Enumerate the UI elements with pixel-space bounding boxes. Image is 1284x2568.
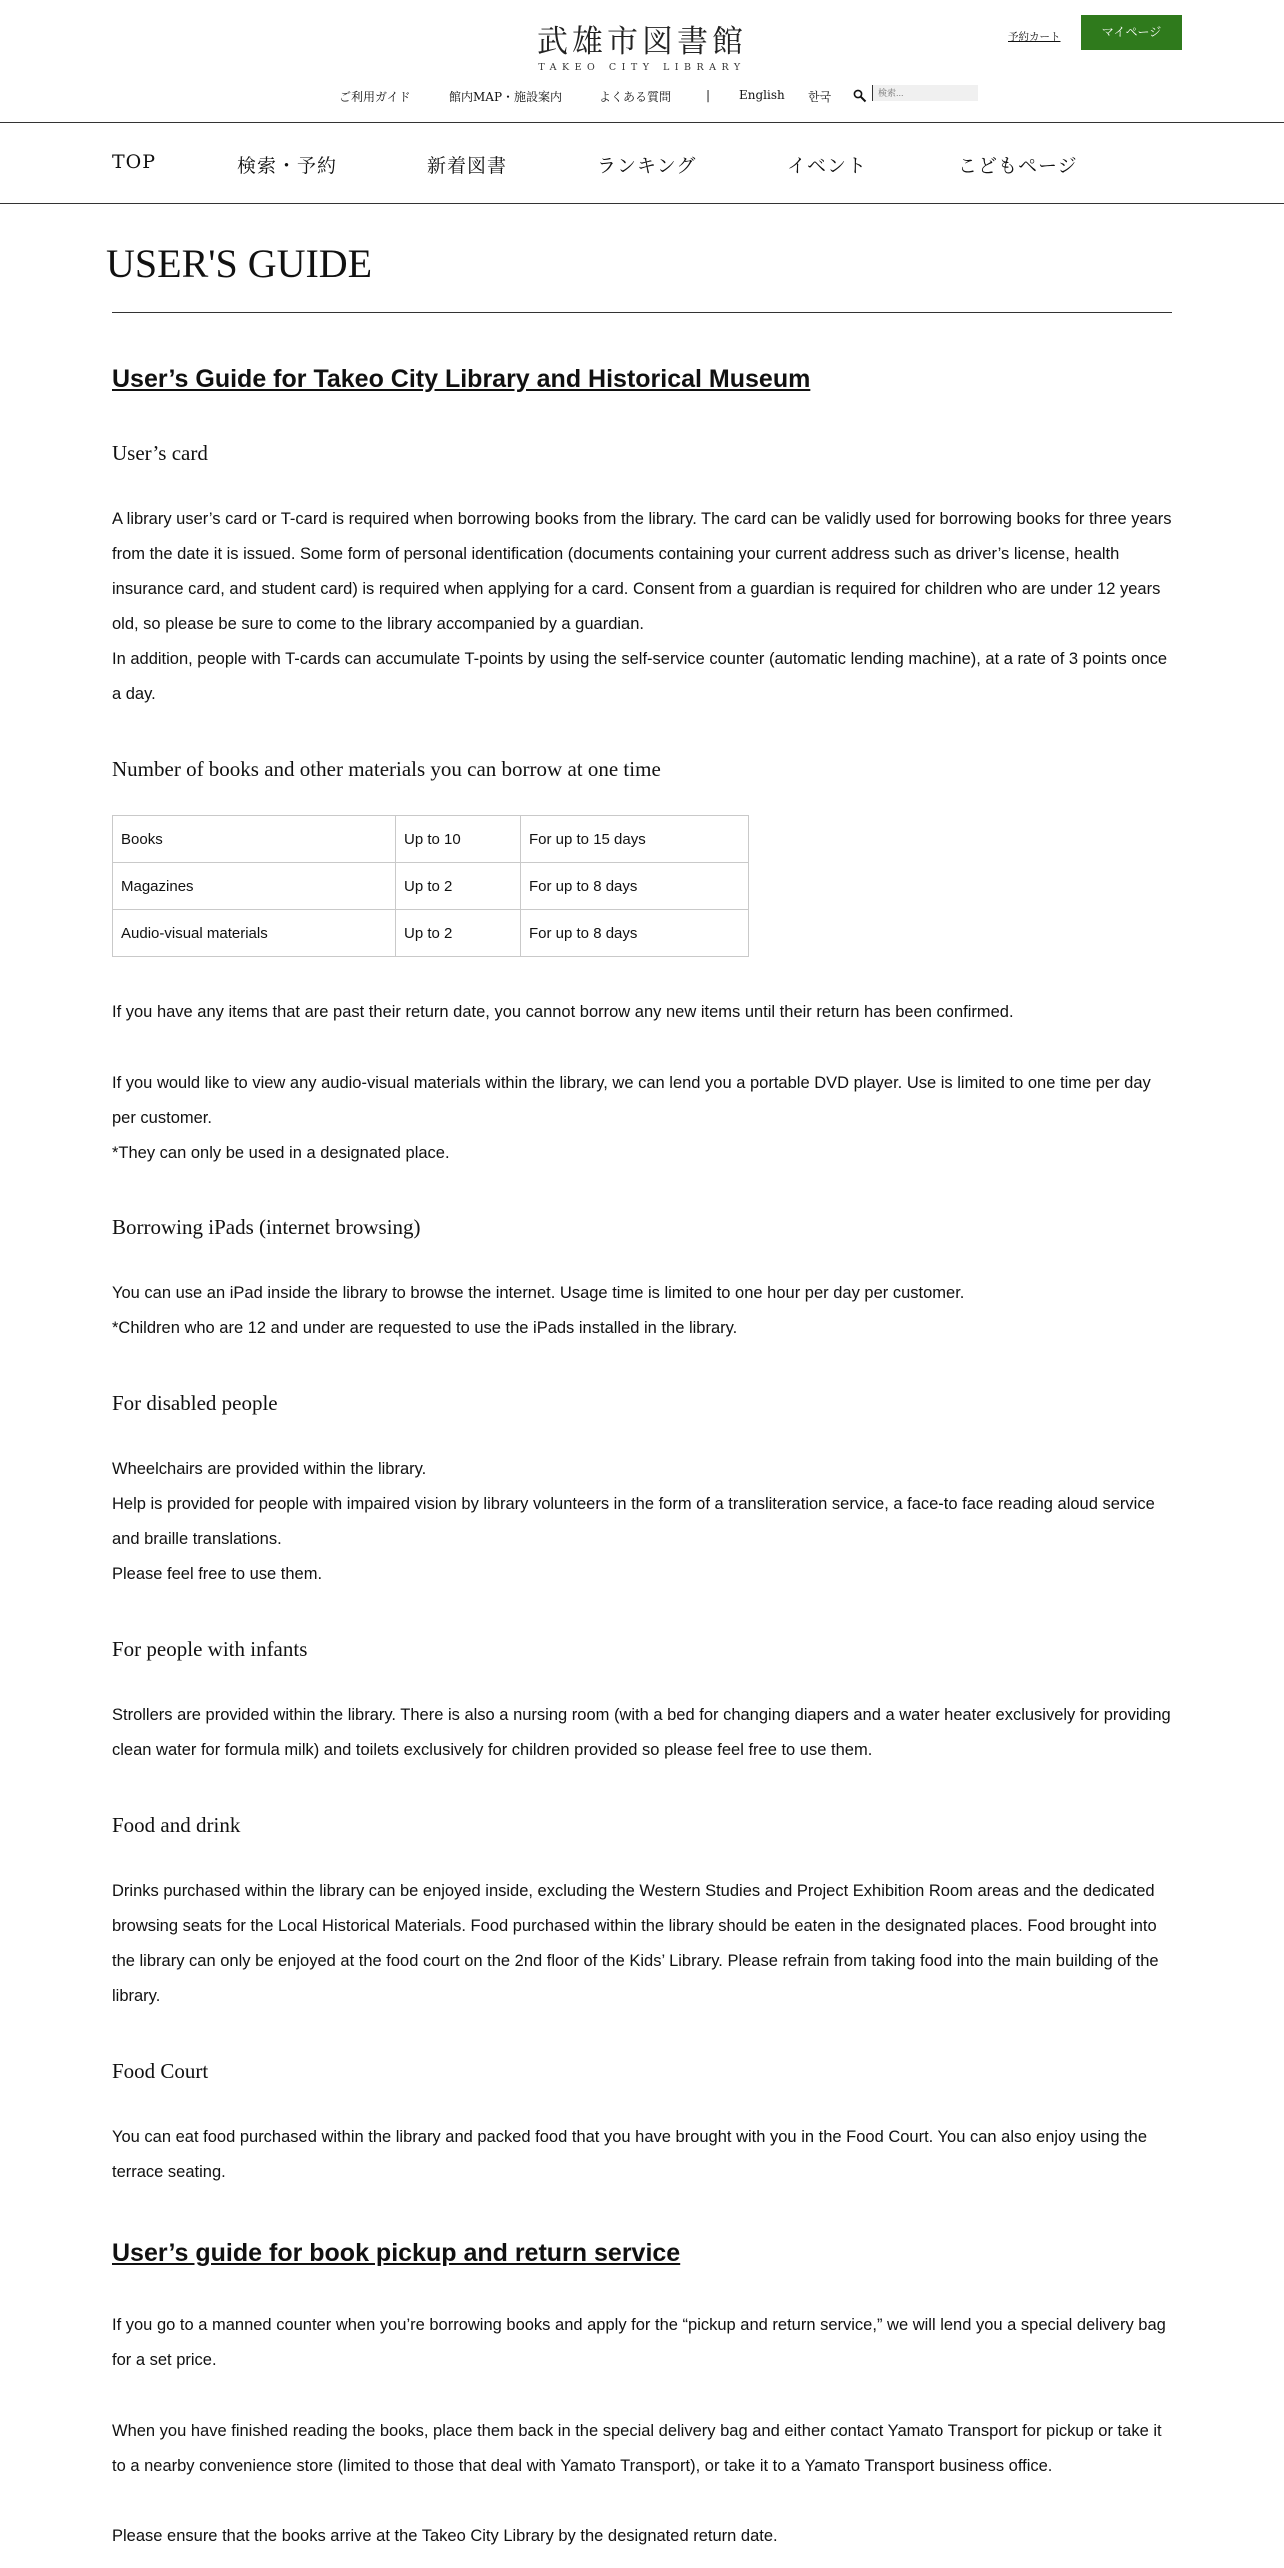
- mypage-button[interactable]: マイページ: [1081, 15, 1182, 50]
- page-title: USER'S GUIDE: [106, 241, 373, 286]
- disabled-para-2: Help is provided for people with impaired vision by library volunteers in the form of a transliteration service, a face-to face reading aloud service and braille translations.: [112, 1495, 1155, 1548]
- borrow-limits-table: [112, 815, 749, 957]
- borrow-note-overdue: If you have any items that are past their return date, you cannot borrow any new items until their return has been confirmed.: [112, 1003, 1014, 1021]
- logo-english: TAKEO CITY LIBRARY: [538, 62, 746, 73]
- heading-food-court: Food Court: [112, 2059, 209, 2083]
- table-cell: For up to 15 days: [521, 816, 749, 863]
- utility-nav: [0, 88, 1284, 108]
- site-header: [0, 0, 1284, 123]
- heading-ipads: Borrowing iPads (internet browsing): [112, 1215, 421, 1239]
- disabled-para-1: Wheelchairs are provided within the library.: [112, 1460, 427, 1478]
- utility-nav-korean[interactable]: 한국: [808, 90, 832, 104]
- logo-japanese: 武雄市図書館: [537, 24, 747, 60]
- table-cell: Audio-visual materials: [113, 910, 396, 957]
- heading-food-drink: Food and drink: [112, 1813, 241, 1837]
- infants-para-1: Strollers are provided within the library. There is also a nursing room (with a bed for changing diapers and a water heater exclusively for providing clean water for formula milk) and toilets exclusively for children provided so please feel free to use them.: [112, 1706, 1171, 1759]
- food-para-1: Drinks purchased within the library can be enjoyed inside, excluding the Western Studies and Project Exhibition Room areas and the dedicated browsing seats for the Local Historical Materials. Food purchased within the library should be eaten in the designated places. Food brought into the library can only be enjoyed at the food court on the 2nd floor of the Kids’ Library. Please refrain from taking food into the main building of the library.: [112, 1882, 1159, 2005]
- search-input[interactable]: [872, 85, 978, 101]
- table-cell: Up to 2: [396, 863, 521, 910]
- table-cell: Up to 2: [396, 910, 521, 957]
- food-court-para-1: You can eat food purchased within the library and packed food that you have brought with you in the Food Court. You can also enjoy using the terrace seating.: [112, 2128, 1148, 2181]
- heading-borrow-limits: Number of books and other materials you can borrow at one time: [112, 757, 661, 781]
- table-row: [113, 910, 749, 957]
- section-heading-pickup-return: User’s guide for book pickup and return service: [112, 2239, 681, 2267]
- table-cell: Books: [113, 816, 396, 863]
- table-cell: For up to 8 days: [521, 863, 749, 910]
- section-heading-library-guide: User’s Guide for Takeo City Library and Historical Museum: [112, 365, 811, 393]
- ipads-para-1: You can use an iPad inside the library to browse the internet. Usage time is limited to one hour per day per customer.: [112, 1284, 965, 1302]
- borrow-note-designated: *They can only be used in a designated place.: [112, 1144, 450, 1162]
- heading-infants: For people with infants: [112, 1637, 308, 1661]
- pickup-para-1: If you go to a manned counter when you’re borrowing books and apply for the “pickup and return service,” we will lend you a special delivery bag for a set price.: [112, 2316, 1166, 2369]
- main-nav-top[interactable]: TOP: [112, 151, 157, 173]
- pickup-para-2: When you have finished reading the books, place them back in the special delivery bag and either contact Yamato Transport for pickup or take it to a nearby convenience store (limited to those that deal with Yamato Transport), or take it to a Yamato Transport business office.: [112, 2422, 1162, 2475]
- search-icon[interactable]: [853, 89, 867, 103]
- disabled-para-3: Please feel free to use them.: [112, 1565, 323, 1583]
- main-nav-new-books[interactable]: 新着図書: [427, 155, 508, 177]
- utility-nav-english[interactable]: English: [739, 88, 785, 102]
- table-cell: For up to 8 days: [521, 910, 749, 957]
- borrow-note-dvd: If you would like to view any audio-visual materials within the library, we can lend you a portable DVD player. Use is limited to one time per day per customer.: [112, 1074, 1151, 1127]
- main-nav-ranking[interactable]: ランキング: [597, 155, 697, 177]
- main-nav-kids[interactable]: こどもページ: [958, 155, 1078, 177]
- heading-users-card: User’s card: [112, 441, 208, 465]
- reservation-cart-link[interactable]: 予約カート: [1008, 31, 1061, 43]
- utility-nav-faq[interactable]: よくある質問: [599, 90, 672, 104]
- table-row: [113, 863, 749, 910]
- table-row: [113, 816, 749, 863]
- table-cell: Magazines: [113, 863, 396, 910]
- users-card-para-1: A library user’s card or T-card is required when borrowing books from the library. The card can be validly used for borrowing books for three years from the date it is issued. Some form of personal identification (documents containing your current address such as driver’s license, health insurance card, and student card) is required when applying for a card. Consent from a guardian is required for children who are under 12 years old, so please be sure to come to the library accompanied by a guardian.: [112, 510, 1172, 633]
- ipads-para-2: *Children who are 12 and under are requested to use the iPads installed in the library.: [112, 1319, 738, 1337]
- main-nav-events[interactable]: イベント: [787, 155, 868, 177]
- main-nav-search[interactable]: 検索・予約: [237, 155, 338, 177]
- main-nav: [0, 123, 1284, 204]
- title-divider: [112, 312, 1172, 313]
- utility-nav-guide[interactable]: ご利用ガイド: [339, 90, 411, 104]
- heading-disabled: For disabled people: [112, 1391, 278, 1415]
- users-card-para-2: In addition, people with T-cards can accumulate T-points by using the self-service counter (automatic lending machine), at a rate of 3 points once a day.: [112, 650, 1168, 703]
- pickup-para-3: Please ensure that the books arrive at the Takeo City Library by the designated return date.: [112, 2527, 778, 2545]
- utility-nav-map[interactable]: 館内MAP・施設案内: [449, 90, 563, 104]
- table-cell: Up to 10: [396, 816, 521, 863]
- utility-nav-divider: |: [706, 88, 711, 102]
